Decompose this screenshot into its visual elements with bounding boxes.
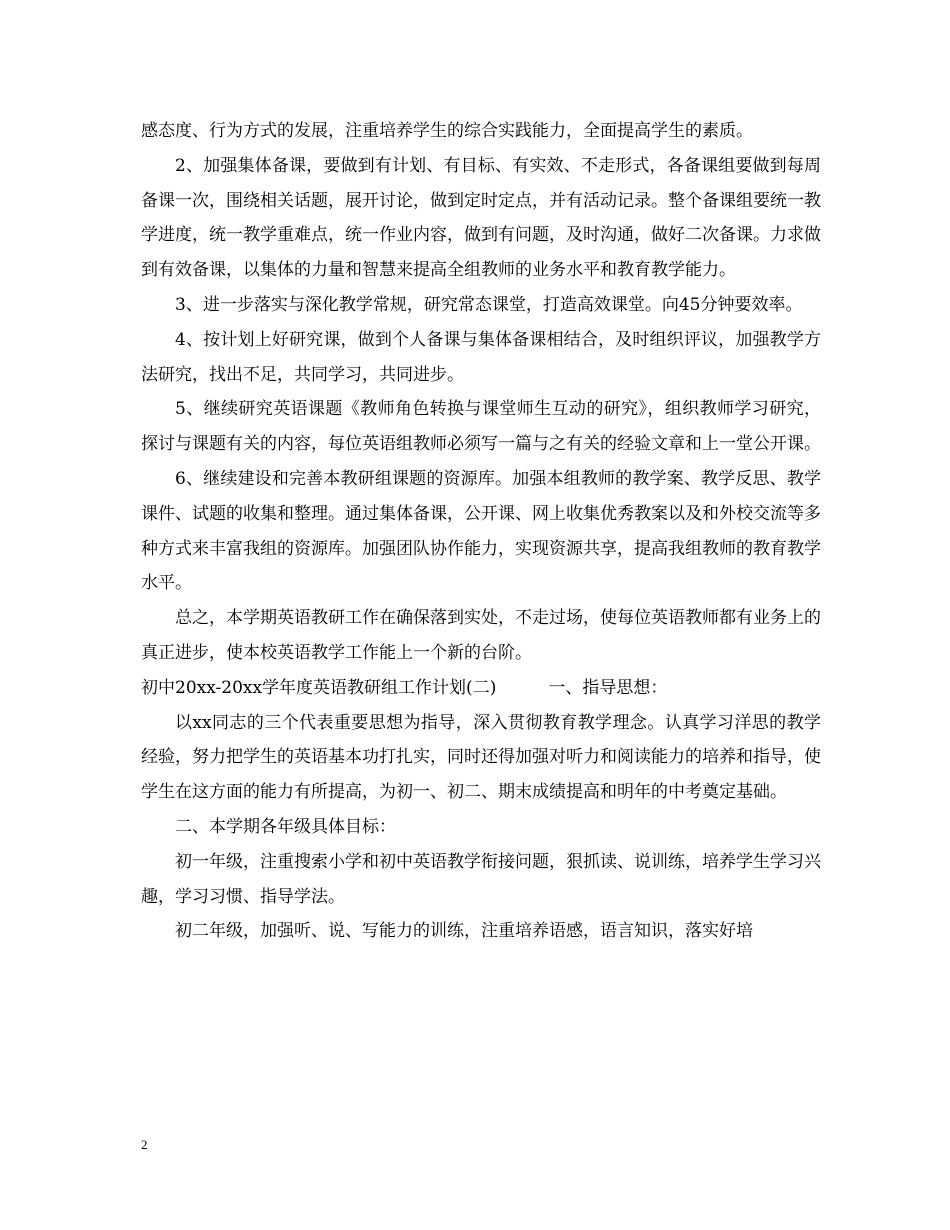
paragraph-item-5: 5、继续研究英语课题《教师角色转换与课堂师生互动的研究》，组织教师学习研究，探讨与课题有关的内容，每位英语组教师必须写一篇与之有关的经验文章和上一堂公开课。: [141, 399, 821, 455]
page-number: 2: [141, 1137, 148, 1152]
paragraph-continuation: 感态度、行为方式的发展，注重培养学生的综合实践能力，全面提高学生的素质。: [141, 121, 753, 141]
paragraph-item-6: 6、继续建设和完善本教研组课题的资源库。加强本组教师的教学案、教学反思、教学课件、试题的收集和整理。通过集体备课，公开课、网上收集优秀教案以及和外校交流等多种方式来丰富我组的资源库。加强团队协作能力，实现资源共享，提高我组教师的教育教学水平。: [141, 468, 821, 594]
document-body: [141, 114, 821, 949]
section-heading-goals: 二、本学期各年级具体目标：: [175, 816, 396, 837]
paragraph-item-3: 3、进一步落实与深化教学常规，研究常态课堂，打造高效课堂。向45分钟要效率。: [175, 294, 803, 315]
document-title: 初中20xx-20xx学年度英语教研组工作计划(二): [141, 677, 497, 698]
paragraph-item-4: 4、按计划上好研究课，做到个人备课与集体备课相结合，及时组织评议，加强教学方法研究，找出不足，共同学习，共同进步。: [141, 329, 821, 385]
section-heading: 一、指导思想：: [548, 677, 668, 698]
paragraph-grade-one: 初一年级，注重搜索小学和初中英语教学衔接问题，狠抓读、说训练，培养学生学习兴趣，学习习惯、指导学法。: [141, 851, 821, 907]
paragraph-grade-two: 初二年级，加强听、说、写能力的训练，注重培养语感，语言知识，落实好培: [175, 921, 753, 942]
paragraph-summary: 总之，本学期英语教研工作在确保落到实处，不走过场，使每位英语教师都有业务上的真正进步，使本校英语教学工作能上一个新的台阶。: [141, 608, 821, 663]
paragraph-guiding-thought: 以xx同志的三个代表重要思想为指导，深入贯彻教育教学理念。认真学习洋思的教学经验，努力把学生的英语基本功打扎实，同时还得加强对听力和阅读能力的培养和指导，使学生在这方面的能力有所提高，为初一、初二、期末成绩提高和明年的中考奠定基础。: [141, 712, 821, 803]
section-heading-line: [141, 671, 821, 706]
paragraph-item-2: 2、加强集体备课，要做到有计划、有目标、有实效、不走形式，各备课组要做到每周备课一次，围绕相关话题，展开讨论，做到定时定点，并有活动记录。整个备课组要统一教学进度，统一教学重难点，统一作业内容，做到有问题，及时沟通，做好二次备课。力求做到有效备课，以集体的力量和智慧来提高全组教师的业务水平和教育教学能力。: [141, 155, 821, 281]
